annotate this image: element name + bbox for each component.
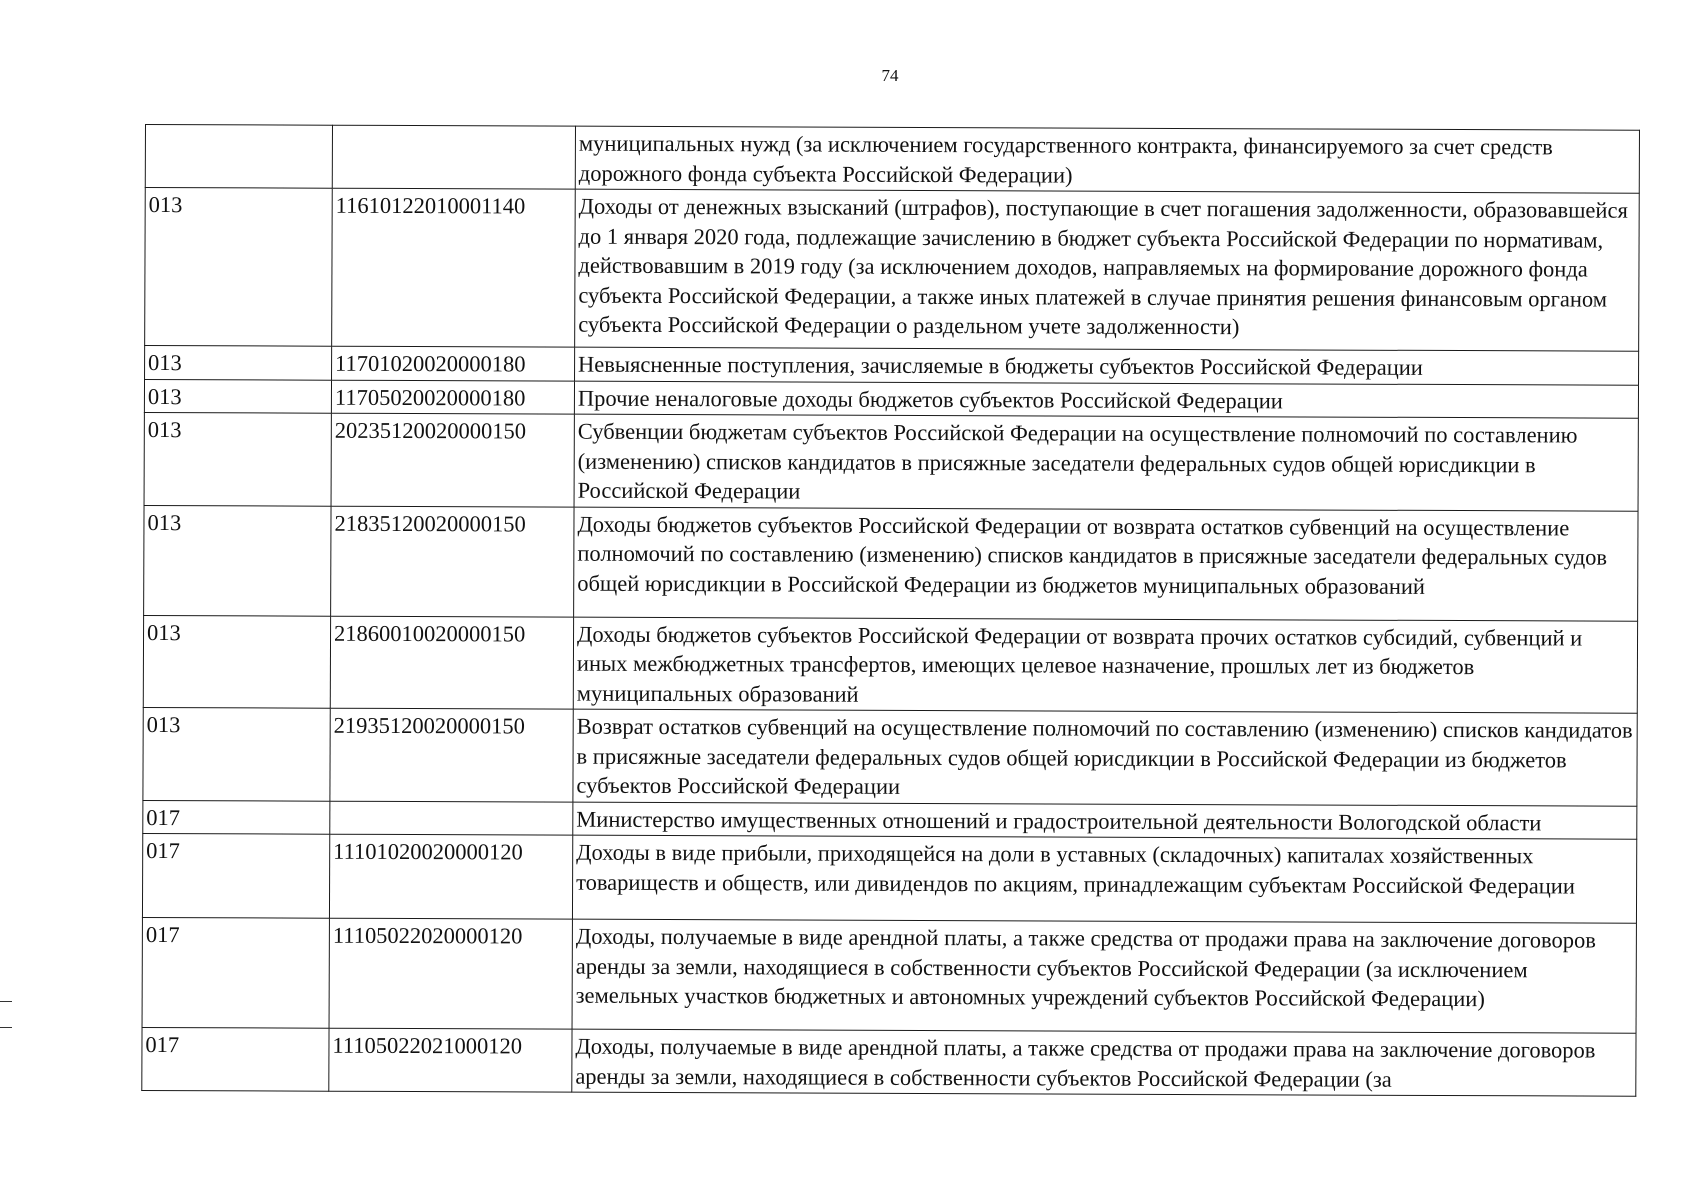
table-row [143, 707, 1637, 805]
description-cell: Доходы, получаемые в виде арендной платы, а также средства от продажи права на заключение договоров аренды за земли, находящиеся в собственности субъектов Российской Федерации (за исключением земельных участков бюджетных и автономных учреждений субъектов Российской Федерации) [572, 919, 1636, 1033]
admin-code-cell: 013 [145, 346, 332, 380]
table-row [145, 188, 1640, 352]
kbk-code-cell: 21935120020000150 [330, 708, 573, 801]
table-row [145, 346, 1639, 385]
kbk-code-cell: 11105022020000120 [329, 918, 572, 1029]
kbk-code-cell: 11105022021000120 [329, 1028, 572, 1092]
admin-code-cell: 013 [143, 615, 330, 708]
page-number: 74 [881, 66, 899, 85]
admin-code-cell: 013 [145, 188, 333, 347]
table-row [144, 505, 1638, 621]
description-cell: Доходы в виде прибыли, приходящейся на доли в уставных (складочных) капиталах хозяйственных товариществ и обществ, или дивидендов по акциям, принадлежащим субъектам Российской Федерации [572, 835, 1636, 923]
description-cell: Министерство имущественных отношений и градостроительной деятельности Вологодской области [573, 802, 1637, 840]
description-cell: Доходы, получаемые в виде арендной платы, а также средства от продажи права на заключение договоров аренды за земли, находящиеся в собственности субъектов Российской Федерации (за [572, 1029, 1636, 1096]
admin-code-cell: 013 [143, 707, 330, 800]
kbk-code-cell [330, 801, 573, 835]
admin-code-cell: 013 [144, 412, 331, 505]
description-cell: Доходы от денежных взысканий (штрафов), поступающие в счет погашения задолженности, образовавшейся до 1 января 2020 года, подлежащие зачислению в бюджет субъекта Российской Федерации по нормативам, действовавшим в 2019 году (за исключением доходов, направляемых на формирование дорожного фонда субъекта Российской Федерации, а также иных платежей в случае принятия решения финансовым органом субъекта Российской Федерации о раздельном учете задолженности) [575, 189, 1640, 351]
admin-code-cell: 017 [142, 917, 329, 1028]
kbk-code-cell: 20235120020000150 [331, 413, 574, 506]
admin-code-cell [145, 125, 332, 189]
kbk-code-cell: 21835120020000150 [331, 506, 574, 617]
scan-margin-mark [0, 1027, 12, 1028]
table-row [142, 917, 1636, 1033]
table-row [145, 125, 1639, 194]
kbk-code-cell [332, 125, 575, 189]
scan-margin-mark [0, 1001, 12, 1002]
revenue-codes-table [141, 124, 1640, 1097]
description-cell: Субвенции бюджетам субъектов Российской Федерации на осуществление полномочий по составлению (изменению) списков кандидатов в присяжные заседатели федеральных судов общей юрисдикции в Российской Федерации [574, 414, 1638, 511]
kbk-code-cell: 11701020020000180 [332, 346, 575, 380]
table-body [142, 125, 1640, 1097]
table-row [143, 800, 1637, 839]
kbk-code-cell: 11705020020000180 [331, 380, 574, 414]
description-cell: Невыясненные поступления, зачисляемые в бюджеты субъектов Российской Федерации [575, 347, 1639, 385]
description-cell: Доходы бюджетов субъектов Российской Федерации от возврата прочих остатков субсидий, субвенций и иных межбюджетных трансфертов, имеющих целевое назначение, прошлых лет из бюджетов муниципальных образований [573, 617, 1637, 714]
table-row [144, 412, 1638, 510]
table-row [144, 379, 1638, 418]
admin-code-cell: 013 [144, 379, 331, 413]
description-cell: Возврат остатков субвенций на осуществление полномочий по составлению (изменению) списков кандидатов в присяжные заседатели федеральных судов общей юрисдикции в Российской Федерации из бюджетов субъектов Российской Федерации [573, 709, 1637, 806]
description-cell: муниципальных нужд (за исключением государственного контракта, финансируемого за счет средств дорожного фонда субъекта Российской Федерации) [575, 126, 1639, 193]
admin-code-cell: 017 [142, 833, 329, 918]
kbk-code-cell: 21860010020000150 [330, 616, 573, 709]
description-cell: Прочие неналоговые доходы бюджетов субъектов Российской Федерации [574, 381, 1638, 419]
admin-code-cell: 017 [143, 800, 330, 834]
admin-code-cell: 013 [144, 505, 331, 616]
table-row [142, 833, 1636, 923]
admin-code-cell: 017 [142, 1027, 329, 1091]
table-row [143, 615, 1637, 713]
kbk-code-cell: 11610122010001140 [332, 188, 576, 347]
kbk-code-cell: 11101020020000120 [329, 834, 572, 919]
table-row [142, 1027, 1636, 1096]
description-cell: Доходы бюджетов субъектов Российской Федерации от возврата остатков субвенций на осуществление полномочий по составлению (изменению) списков кандидатов в присяжные заседатели федеральных судов общей юрисдикции в Российской Федерации из бюджетов муниципальных образований [574, 507, 1638, 621]
